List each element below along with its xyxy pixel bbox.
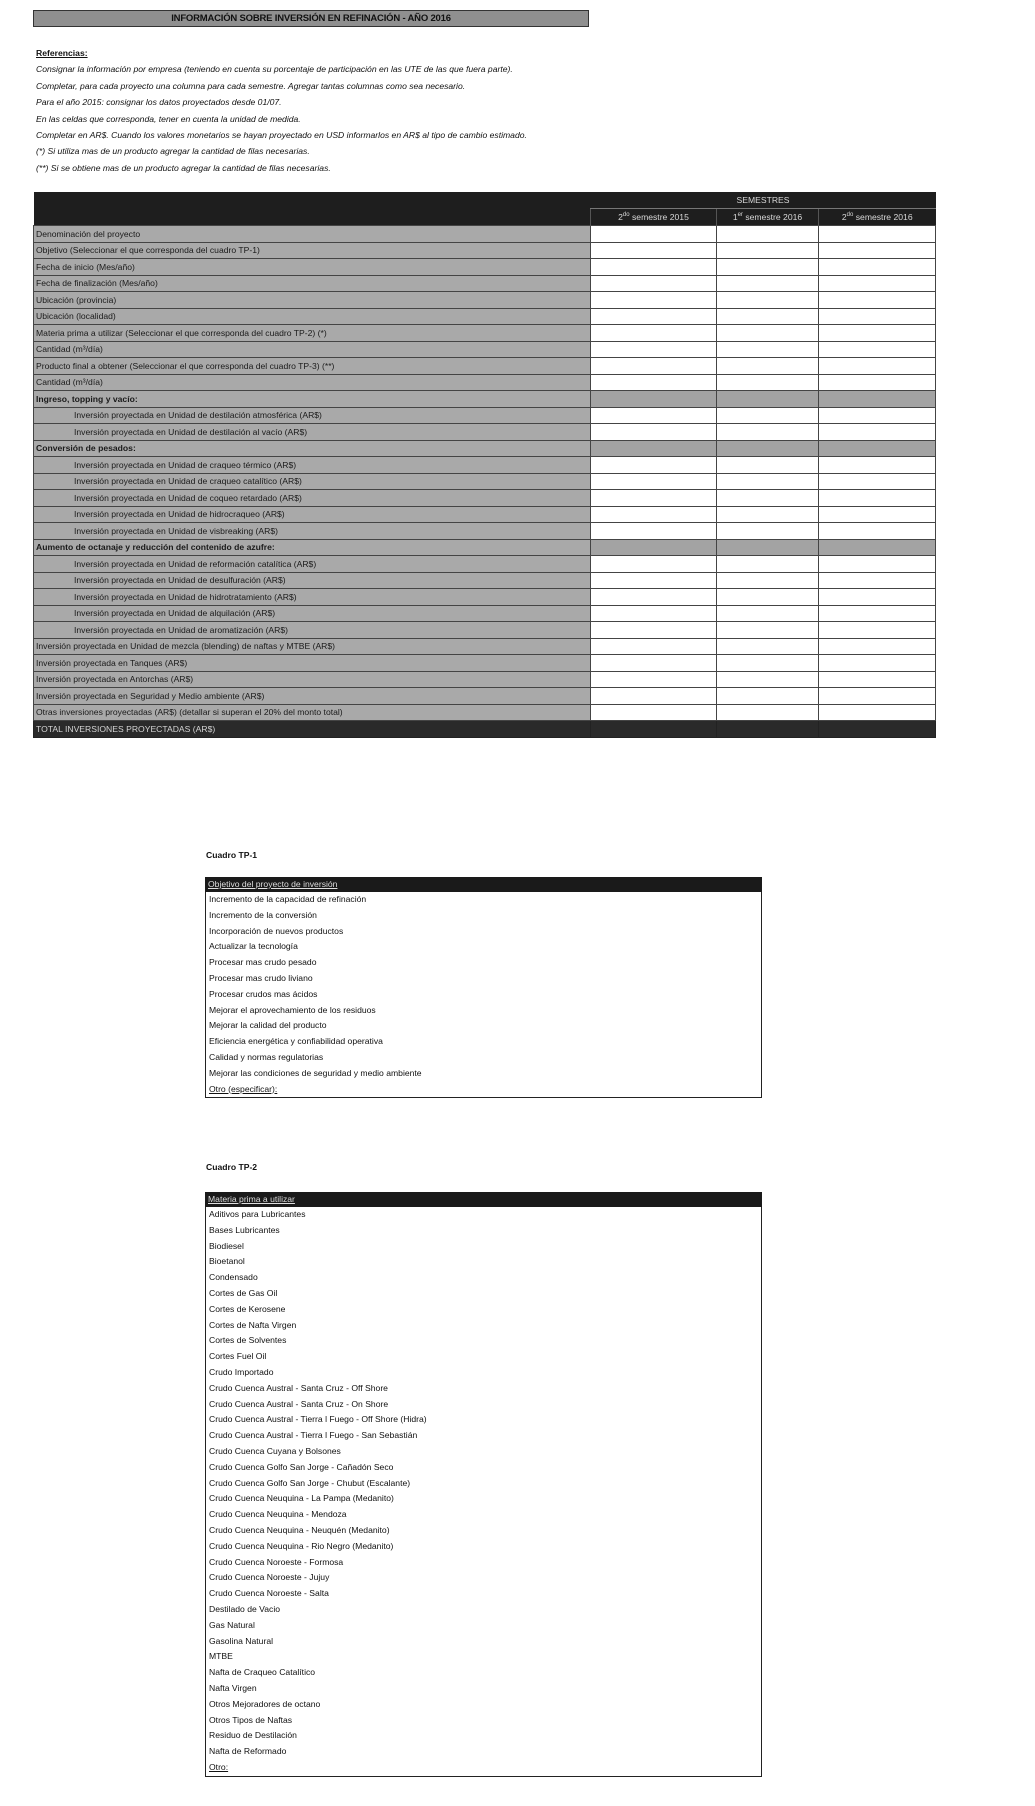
input-cell[interactable] bbox=[591, 341, 717, 358]
row-label: Materia prima a utilizar (Seleccionar el que corresponda del cuadro TP-2) (*) bbox=[34, 325, 591, 342]
input-cell[interactable] bbox=[819, 572, 936, 589]
section-cell bbox=[717, 391, 819, 408]
input-cell[interactable] bbox=[819, 259, 936, 276]
row-label: Denominación del proyecto bbox=[34, 226, 591, 243]
row-label: Inversión proyectada en Unidad de reformación catalítica (AR$) bbox=[34, 556, 591, 573]
input-cell[interactable] bbox=[819, 341, 936, 358]
cuadro-tp2-item: Nafta Virgen bbox=[209, 1682, 257, 1693]
cuadro-tp1-title: Cuadro TP-1 bbox=[206, 850, 258, 860]
table-row bbox=[34, 704, 936, 721]
reference-line: Completar en AR$. Cuando los valores monetarios se hayan proyectado en USD informarlos en AR$ al tipo de cambio estimado. bbox=[36, 130, 527, 141]
input-cell[interactable] bbox=[717, 506, 819, 523]
cuadro-tp2-item: Condensado bbox=[209, 1272, 258, 1283]
row-label: Objetivo (Seleccionar el que corresponda del cuadro TP-1) bbox=[34, 242, 591, 259]
input-cell[interactable] bbox=[819, 622, 936, 639]
cuadro-tp2-item: Otro: bbox=[209, 1761, 229, 1772]
row-label: Inversión proyectada en Unidad de craqueo térmico (AR$) bbox=[34, 457, 591, 474]
table-row bbox=[34, 292, 936, 309]
investment-table bbox=[33, 192, 936, 738]
table-row bbox=[34, 605, 936, 622]
input-cell[interactable] bbox=[591, 572, 717, 589]
input-cell[interactable] bbox=[591, 605, 717, 622]
input-cell[interactable] bbox=[591, 325, 717, 342]
cuadro-tp1-item: Procesar mas crudo liviano bbox=[209, 972, 313, 983]
cuadro-tp1-item: Eficiencia energética y confiabilidad operativa bbox=[209, 1036, 383, 1047]
input-cell[interactable] bbox=[717, 242, 819, 259]
cuadro-tp2-item: Bioetanol bbox=[209, 1256, 245, 1267]
semester-header: $2^{do}$ semestre 2016 bbox=[819, 209, 936, 226]
input-cell[interactable] bbox=[717, 622, 819, 639]
label-column-header bbox=[34, 192, 591, 226]
input-cell[interactable] bbox=[717, 638, 819, 655]
input-cell[interactable] bbox=[717, 226, 819, 243]
input-cell[interactable] bbox=[819, 506, 936, 523]
input-cell[interactable] bbox=[819, 226, 936, 243]
cuadro-tp2-item: Crudo Cuenca Austral - Tierra l Fuego - San Sebastián bbox=[209, 1430, 418, 1441]
table-row bbox=[34, 655, 936, 672]
cuadro-tp2-item: Cortes de Solventes bbox=[209, 1335, 287, 1346]
input-cell[interactable] bbox=[591, 704, 717, 721]
input-cell[interactable] bbox=[717, 671, 819, 688]
section-cell bbox=[819, 391, 936, 408]
cuadro-tp2-item: Crudo Cuenca Austral - Santa Cruz - On Shore bbox=[209, 1398, 389, 1409]
input-cell[interactable] bbox=[819, 407, 936, 424]
table-row bbox=[34, 556, 936, 573]
cuadro-tp2-item: Crudo Cuenca Noroeste - Jujuy bbox=[209, 1572, 330, 1583]
input-cell[interactable] bbox=[591, 374, 717, 391]
input-cell[interactable] bbox=[819, 638, 936, 655]
input-cell[interactable] bbox=[717, 358, 819, 375]
total-cell bbox=[819, 721, 936, 738]
row-label: Inversión proyectada en Unidad de hidrotratamiento (AR$) bbox=[34, 589, 591, 606]
input-cell[interactable] bbox=[819, 275, 936, 292]
input-cell[interactable] bbox=[591, 490, 717, 507]
semester-header: $2^{do}$ semestre 2015 bbox=[591, 209, 717, 226]
input-cell[interactable] bbox=[591, 506, 717, 523]
section-row bbox=[34, 440, 936, 457]
cuadro-tp1-item: Calidad y normas regulatorias bbox=[209, 1051, 324, 1062]
input-cell[interactable] bbox=[717, 292, 819, 309]
input-cell[interactable] bbox=[819, 308, 936, 325]
row-label: Conversión de pesados: bbox=[34, 440, 591, 457]
table-row bbox=[34, 275, 936, 292]
cuadro-tp2-item: Crudo Cuenca Golfo San Jorge - Chubut (Escalante) bbox=[209, 1477, 411, 1488]
reference-line: Consignar la información por empresa (teniendo en cuenta su porcentaje de participación en las UTE de las que fuera parte). bbox=[36, 64, 513, 75]
input-cell[interactable] bbox=[717, 704, 819, 721]
cuadro-tp2-item: Gas Natural bbox=[209, 1619, 255, 1630]
input-cell[interactable] bbox=[819, 242, 936, 259]
row-label: Inversión proyectada en Unidad de destilación atmosférica (AR$) bbox=[34, 407, 591, 424]
input-cell[interactable] bbox=[591, 655, 717, 672]
cuadro-tp1-item: Otro (especificar): bbox=[209, 1083, 278, 1094]
row-label: Inversión proyectada en Tanques (AR$) bbox=[34, 655, 591, 672]
input-cell[interactable] bbox=[819, 704, 936, 721]
cuadro-tp2-item: Crudo Cuenca Noroeste - Formosa bbox=[209, 1556, 344, 1567]
cuadro-tp2-item: Residuo de Destilación bbox=[209, 1730, 297, 1741]
cuadro-tp2-item: Crudo Cuenca Austral - Santa Cruz - Off Shore bbox=[209, 1382, 388, 1393]
cuadro-tp2-item: Crudo Importado bbox=[209, 1366, 274, 1377]
input-cell[interactable] bbox=[717, 490, 819, 507]
input-cell[interactable] bbox=[819, 473, 936, 490]
cuadro-tp2-header: Materia prima a utilizar bbox=[205, 1192, 762, 1207]
input-cell[interactable] bbox=[717, 572, 819, 589]
cuadro-tp1-item: Incorporación de nuevos productos bbox=[209, 925, 344, 936]
cuadro-tp2-item: Crudo Cuenca Neuquina - Neuquén (Medanito) bbox=[209, 1524, 390, 1535]
row-label: Fecha de finalización (Mes/año) bbox=[34, 275, 591, 292]
investment-table-body bbox=[34, 226, 936, 738]
row-label: Inversión proyectada en Unidad de mezcla (blending) de naftas y MTBE (AR$) bbox=[34, 638, 591, 655]
input-cell[interactable] bbox=[717, 259, 819, 276]
input-cell[interactable] bbox=[819, 374, 936, 391]
table-row bbox=[34, 259, 936, 276]
row-label: Ingreso, topping y vacío: bbox=[34, 391, 591, 408]
row-label: Cantidad (m³/día) bbox=[34, 374, 591, 391]
row-label: Inversión proyectada en Seguridad y Medio ambiente (AR$) bbox=[34, 688, 591, 705]
row-label: Inversión proyectada en Unidad de aromatización (AR$) bbox=[34, 622, 591, 639]
cuadro-tp2-item: Gasolina Natural bbox=[209, 1635, 274, 1646]
input-cell[interactable] bbox=[717, 275, 819, 292]
semesters-group-header: SEMESTRES bbox=[591, 192, 936, 209]
cuadro-tp2-item: Cortes Fuel Oil bbox=[209, 1351, 267, 1362]
input-cell[interactable] bbox=[717, 341, 819, 358]
cuadro-tp1-item: Incremento de la capacidad de refinación bbox=[209, 894, 367, 904]
input-cell[interactable] bbox=[717, 424, 819, 441]
input-cell[interactable] bbox=[591, 671, 717, 688]
reference-line: Para el año 2015: consignar los datos proyectados desde 01/07. bbox=[36, 97, 282, 108]
row-label: Inversión proyectada en Unidad de desulfuración (AR$) bbox=[34, 572, 591, 589]
semester-header: 1er semestre 2016 bbox=[717, 209, 819, 226]
table-row bbox=[34, 688, 936, 705]
table-row bbox=[34, 490, 936, 507]
row-label: Inversión proyectada en Unidad de coqueo retardado (AR$) bbox=[34, 490, 591, 507]
input-cell[interactable] bbox=[591, 407, 717, 424]
cuadro-tp2-table bbox=[205, 1192, 762, 1777]
cuadro-tp2-item: Nafta de Reformado bbox=[209, 1746, 287, 1757]
cuadro-tp1-item: Incremento de la conversión bbox=[209, 909, 317, 920]
cuadro-tp2-item: MTBE bbox=[209, 1651, 233, 1662]
cuadro-tp1-item: Mejorar las condiciones de seguridad y medio ambiente bbox=[209, 1067, 422, 1078]
document-title: INFORMACIÓN SOBRE INVERSIÓN EN REFINACIÓN - AÑO 2016 bbox=[33, 10, 589, 27]
section-cell bbox=[717, 539, 819, 556]
row-label: Cantidad (m³/día) bbox=[34, 341, 591, 358]
input-cell[interactable] bbox=[819, 655, 936, 672]
input-cell[interactable] bbox=[591, 523, 717, 540]
row-label: Ubicación (provincia) bbox=[34, 292, 591, 309]
input-cell[interactable] bbox=[819, 556, 936, 573]
input-cell[interactable] bbox=[591, 226, 717, 243]
reference-line: (**) Si se obtiene mas de un producto agregar la cantidad de filas necesarias. bbox=[36, 162, 331, 173]
input-cell[interactable] bbox=[717, 556, 819, 573]
cuadro-tp2-title: Cuadro TP-2 bbox=[206, 1162, 258, 1172]
input-cell[interactable] bbox=[591, 259, 717, 276]
cuadro-tp1-item: Procesar mas crudo pesado bbox=[209, 957, 317, 968]
row-label: Producto final a obtener (Seleccionar el que corresponda del cuadro TP-3) (**) bbox=[34, 358, 591, 375]
input-cell[interactable] bbox=[717, 325, 819, 342]
cuadro-tp1-item: Mejorar la calidad del producto bbox=[209, 1020, 327, 1031]
input-cell[interactable] bbox=[591, 424, 717, 441]
input-cell[interactable] bbox=[591, 688, 717, 705]
input-cell[interactable] bbox=[591, 556, 717, 573]
total-cell bbox=[717, 721, 819, 738]
input-cell[interactable] bbox=[819, 358, 936, 375]
input-cell[interactable] bbox=[717, 457, 819, 474]
input-cell[interactable] bbox=[717, 308, 819, 325]
table-row bbox=[34, 226, 936, 243]
cuadro-tp2-item: Biodiesel bbox=[209, 1240, 244, 1251]
table-row bbox=[34, 523, 936, 540]
row-label: Inversión proyectada en Unidad de hidrocraqueo (AR$) bbox=[34, 506, 591, 523]
input-cell[interactable] bbox=[717, 473, 819, 490]
references-heading: Referencias: bbox=[36, 48, 88, 58]
input-cell[interactable] bbox=[717, 407, 819, 424]
cuadro-tp1-header: Objetivo del proyecto de inversión bbox=[205, 877, 762, 892]
cuadro-tp2-item: Cortes de Kerosene bbox=[209, 1303, 286, 1314]
cuadro-tp2-item: Crudo Cuenca Austral - Tierra l Fuego - Off Shore (Hidra) bbox=[209, 1414, 427, 1425]
cuadro-tp2-item: Crudo Cuenca Neuquina - Rio Negro (Medanito) bbox=[209, 1540, 394, 1551]
table-row bbox=[34, 325, 936, 342]
cuadro-tp2-item: Crudo Cuenca Cuyana y Bolsones bbox=[209, 1445, 341, 1456]
row-label: Inversión proyectada en Unidad de destilación al vacío (AR$) bbox=[34, 424, 591, 441]
input-cell[interactable] bbox=[819, 325, 936, 342]
cuadro-tp2-item: Crudo Cuenca Neuquina - La Pampa (Medanito) bbox=[209, 1493, 394, 1504]
cuadro-tp2-item: Otros Mejoradores de octano bbox=[209, 1698, 321, 1709]
input-cell[interactable] bbox=[717, 655, 819, 672]
row-label: Inversión proyectada en Unidad de craqueo catalítico (AR$) bbox=[34, 473, 591, 490]
table-row bbox=[34, 308, 936, 325]
total-row bbox=[34, 721, 936, 738]
table-row bbox=[34, 341, 936, 358]
row-label: Inversión proyectada en Unidad de visbreaking (AR$) bbox=[34, 523, 591, 540]
section-cell bbox=[591, 440, 717, 457]
input-cell[interactable] bbox=[819, 292, 936, 309]
section-cell bbox=[819, 539, 936, 556]
total-cell bbox=[591, 721, 717, 738]
table-row bbox=[34, 671, 936, 688]
references-block bbox=[36, 45, 736, 176]
input-cell[interactable] bbox=[717, 605, 819, 622]
reference-line: En las celdas que corresponda, tener en cuenta la unidad de medida. bbox=[36, 113, 301, 124]
table-row bbox=[34, 473, 936, 490]
table-row bbox=[34, 622, 936, 639]
input-cell[interactable] bbox=[819, 457, 936, 474]
input-cell[interactable] bbox=[591, 457, 717, 474]
section-cell bbox=[717, 440, 819, 457]
input-cell[interactable] bbox=[717, 374, 819, 391]
input-cell[interactable] bbox=[591, 473, 717, 490]
input-cell[interactable] bbox=[591, 358, 717, 375]
cuadro-tp1-item: Mejorar el aprovechamiento de los residuos bbox=[209, 1004, 376, 1015]
section-row bbox=[34, 391, 936, 408]
reference-line: Completar, para cada proyecto una columna para cada semestre. Agregar tantas columnas como sea necesario. bbox=[36, 80, 466, 91]
input-cell[interactable] bbox=[591, 275, 717, 292]
input-cell[interactable] bbox=[819, 424, 936, 441]
row-label: Ubicación (localidad) bbox=[34, 308, 591, 325]
row-label: Inversión proyectada en Unidad de alquilación (AR$) bbox=[34, 605, 591, 622]
table-row bbox=[34, 457, 936, 474]
table-row bbox=[34, 374, 936, 391]
cuadro-tp2-item: Nafta de Craqueo Catalítico bbox=[209, 1667, 316, 1678]
cuadro-tp1-item: Actualizar la tecnología bbox=[209, 941, 298, 952]
input-cell[interactable] bbox=[591, 292, 717, 309]
input-cell[interactable] bbox=[591, 242, 717, 259]
cuadro-tp2-item: Destilado de Vacio bbox=[209, 1603, 281, 1614]
table-row bbox=[34, 424, 936, 441]
cuadro-tp2-item: Crudo Cuenca Golfo San Jorge - Cañadón Seco bbox=[209, 1461, 394, 1472]
input-cell[interactable] bbox=[819, 589, 936, 606]
table-row bbox=[34, 407, 936, 424]
input-cell[interactable] bbox=[591, 622, 717, 639]
reference-line: (*) Si utiliza mas de un producto agregar la cantidad de filas necesarias. bbox=[36, 146, 310, 157]
table-row bbox=[34, 572, 936, 589]
section-cell bbox=[591, 539, 717, 556]
section-cell bbox=[591, 391, 717, 408]
cuadro-tp2-item: Crudo Cuenca Noroeste - Salta bbox=[209, 1588, 329, 1599]
cuadro-tp2-item: Otros Tipos de Naftas bbox=[209, 1714, 293, 1725]
input-cell[interactable] bbox=[591, 589, 717, 606]
table-row bbox=[34, 506, 936, 523]
input-cell[interactable] bbox=[819, 671, 936, 688]
cuadro-tp2-item: Cortes de Gas Oil bbox=[209, 1287, 278, 1298]
cuadro-tp2-item: Bases Lubricantes bbox=[209, 1224, 280, 1235]
cuadro-tp2-item: Cortes de Nafta Virgen bbox=[209, 1319, 297, 1330]
input-cell[interactable] bbox=[717, 688, 819, 705]
input-cell[interactable] bbox=[819, 523, 936, 540]
input-cell[interactable] bbox=[717, 589, 819, 606]
input-cell[interactable] bbox=[819, 688, 936, 705]
input-cell[interactable] bbox=[819, 605, 936, 622]
input-cell[interactable] bbox=[819, 490, 936, 507]
input-cell[interactable] bbox=[717, 523, 819, 540]
cuadro-tp2-item: Aditivos para Lubricantes bbox=[209, 1209, 306, 1219]
table-row bbox=[34, 589, 936, 606]
cuadro-tp2-item: Crudo Cuenca Neuquina - Mendoza bbox=[209, 1509, 347, 1520]
cuadro-tp1-table bbox=[205, 877, 762, 1098]
cuadro-tp1-item: Procesar crudos mas ácidos bbox=[209, 988, 318, 999]
row-label: Otras inversiones proyectadas (AR$) (detallar si superan el 20% del monto total) bbox=[34, 704, 591, 721]
input-cell[interactable] bbox=[591, 308, 717, 325]
section-row bbox=[34, 539, 936, 556]
table-row bbox=[34, 638, 936, 655]
row-label: Inversión proyectada en Antorchas (AR$) bbox=[34, 671, 591, 688]
section-cell bbox=[819, 440, 936, 457]
input-cell[interactable] bbox=[591, 638, 717, 655]
table-row bbox=[34, 358, 936, 375]
row-label: Aumento de octanaje y reducción del contenido de azufre: bbox=[34, 539, 591, 556]
row-label: Fecha de inicio (Mes/año) bbox=[34, 259, 591, 276]
row-label: TOTAL INVERSIONES PROYECTADAS (AR$) bbox=[34, 721, 591, 738]
table-row bbox=[34, 242, 936, 259]
